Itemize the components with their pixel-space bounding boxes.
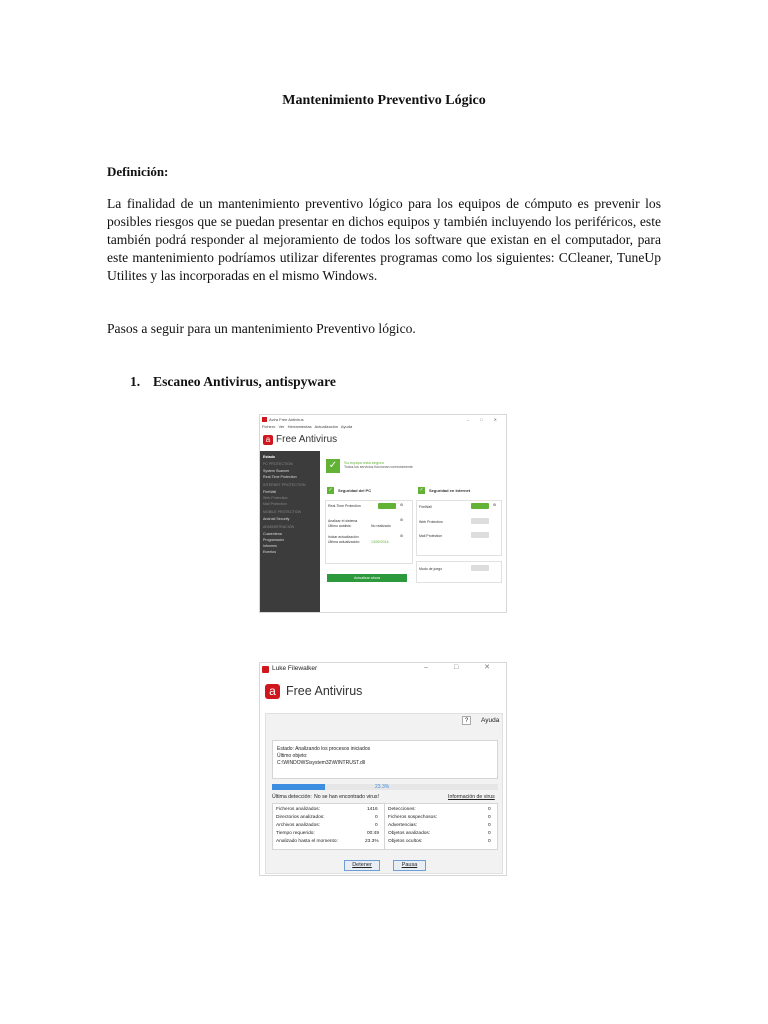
game-mode-toggle[interactable]: [471, 565, 489, 571]
scan-stats-box: [272, 803, 498, 850]
window-title: Avira Free Antivirus: [269, 417, 304, 422]
step-1-heading: Escaneo Antivirus, antispyware: [153, 374, 336, 389]
avira-logo-icon: [262, 417, 267, 422]
pc-security-box: [325, 500, 413, 564]
stat-label: Ficheros analizados:: [276, 807, 320, 812]
last-scan-label: Último análisis:: [328, 524, 352, 528]
avira-logo-icon: a: [263, 435, 273, 445]
help-link[interactable]: Ayuda: [481, 717, 500, 724]
firewall-label: FireWall: [419, 505, 432, 509]
gear-icon[interactable]: ⚙: [400, 534, 404, 538]
web-protection-label: Web Protection: [419, 520, 443, 524]
gear-icon[interactable]: ⚙: [493, 503, 497, 507]
stat-label: Tiempo requerido:: [276, 831, 315, 836]
pause-button[interactable]: Pausa: [393, 860, 426, 871]
sidebar-item[interactable]: Estado: [263, 455, 275, 459]
stat-value: 00:49: [367, 831, 380, 836]
sidebar-section: INTERNET PROTECTION: [263, 483, 306, 487]
stat-value: 0: [375, 823, 378, 828]
main-panel: [321, 451, 507, 613]
last-update-label: Última actualización:: [328, 540, 361, 544]
window-title: Luke Filewalker: [272, 665, 318, 672]
stat-value: 23.3%: [365, 839, 379, 844]
realtime-toggle[interactable]: [378, 503, 396, 509]
stat-label: Directorios analizados:: [276, 815, 325, 820]
stat-value: 0: [488, 831, 491, 836]
stat-label: Advertencias:: [388, 823, 418, 828]
scan-status-text: Estado: Analizando los procesos iniciados: [277, 746, 371, 752]
last-scan-value: No realizado: [371, 524, 391, 528]
stat-label: Archivos analizados:: [276, 823, 320, 828]
avira-logo-icon: a: [265, 684, 280, 699]
stat-value: 0: [488, 815, 491, 820]
internet-security-heading: Seguridad en Internet: [429, 488, 471, 493]
stat-value: 0: [375, 815, 378, 820]
sidebar-item[interactable]: Informes: [263, 544, 277, 548]
last-detection-label: Última detección:: [272, 794, 312, 800]
status-title: Su equipo está seguro: [344, 460, 385, 465]
scan-system-link[interactable]: Analizar el sistema: [328, 519, 358, 523]
sidebar-item[interactable]: Android Security: [263, 517, 290, 521]
update-now-button[interactable]: Actualizar ahora: [327, 574, 407, 582]
check-icon: ✓: [419, 487, 424, 493]
menu-bar[interactable]: Fichero Ver Herramientas Actualización Ayuda: [262, 424, 353, 429]
sidebar-item[interactable]: Web Protection: [263, 496, 288, 500]
virus-info-link[interactable]: Información de virus: [448, 794, 495, 800]
sidebar-section: MOBILE PROTECTION: [263, 510, 302, 514]
scan-status-box: [272, 740, 498, 779]
pc-security-heading: Seguridad del PC: [338, 488, 372, 493]
window-controls[interactable]: – □ ✕: [466, 417, 502, 422]
window-titlebar: [260, 415, 506, 424]
last-object-value: C:\WINDOWS\system32\WINTRUST.dll: [277, 760, 366, 766]
check-icon: ✓: [328, 487, 333, 493]
status-banner: [324, 457, 504, 479]
column-divider: [384, 804, 385, 849]
mail-protection-label: Mail Protection: [419, 534, 443, 538]
stat-label: Objetos ocultos:: [388, 839, 423, 844]
firewall-toggle[interactable]: [471, 503, 489, 509]
game-mode-box: [416, 561, 502, 583]
brand-name: Free Antivirus: [276, 434, 338, 445]
definition-heading: Definición:: [107, 164, 169, 179]
definition-paragraph: La finalidad de un mantenimiento preventivo lógico para los equipos de cómputo es prevenir los posibles riesgos que se puedan presentar en dichos equipos y también incluyendo los periféricos, este también podrá responder al mejoramiento de todos los software que existan en el computador, para este mantenimiento podríamos utilizar diferentes programas como los siguientes: CCleaner, TuneUp Utilites y las incorporadas en el mismo Windows.: [107, 196, 661, 283]
sidebar-item[interactable]: Real-Time Protection: [263, 475, 297, 479]
game-mode-label: Modo de juego: [419, 567, 443, 571]
stat-value: 1416: [367, 807, 378, 812]
help-icon[interactable]: ?: [462, 716, 471, 725]
steps-intro: Pasos a seguir para un mantenimiento Preventivo lógico.: [107, 321, 416, 336]
mail-protection-toggle[interactable]: [471, 532, 489, 538]
sidebar-item[interactable]: Programador: [263, 538, 284, 542]
stat-value: 0: [488, 823, 491, 828]
stat-value: 0: [488, 807, 491, 812]
stat-value: 0: [488, 839, 491, 844]
sidebar-item[interactable]: Eventos: [263, 550, 276, 554]
window-controls[interactable]: – □ ✕: [424, 664, 502, 671]
last-detection-value: No se han encontrado virus!: [314, 794, 379, 800]
sidebar-section: PC PROTECTION: [263, 462, 293, 466]
web-protection-toggle[interactable]: [471, 518, 489, 524]
avira-logo-icon: [262, 666, 269, 673]
step-1-number: 1.: [130, 374, 141, 389]
realtime-label: Real-Time Protection: [328, 504, 361, 508]
last-object-label: Último objeto:: [277, 753, 308, 759]
avira-main-screenshot: [259, 414, 507, 613]
stat-label: Objetos analizados:: [388, 831, 431, 836]
stop-button[interactable]: Detener: [344, 860, 380, 871]
scan-progress-label: 23.3%: [375, 784, 390, 790]
document-title: Mantenimiento Preventivo Lógico: [282, 93, 486, 108]
sidebar-item[interactable]: FireWall: [263, 490, 277, 494]
gear-icon[interactable]: ⚙: [400, 518, 404, 522]
update-link[interactable]: Iniciar actualización: [328, 535, 359, 539]
sidebar-section: ADMINISTRACIÓN: [263, 525, 295, 529]
sidebar-item[interactable]: Cuarentena: [263, 532, 282, 536]
status-subtitle: Todos los servicios funcionan correctamente: [344, 465, 413, 469]
sidebar-item[interactable]: Mail Protection: [263, 502, 287, 506]
last-update-value: 13/09/2016: [371, 540, 389, 544]
scan-window-screenshot: [259, 662, 507, 876]
stat-label: Detecciones:: [388, 807, 416, 812]
brand-name: Free Antivirus: [286, 684, 363, 698]
gear-icon[interactable]: ⚙: [400, 503, 404, 507]
sidebar: [260, 451, 320, 613]
check-icon: ✓: [326, 459, 340, 473]
scan-progress-fill: [272, 784, 325, 790]
stat-label: Ficheros sospechosos:: [388, 815, 438, 820]
sidebar-item[interactable]: System Scanner: [263, 469, 290, 473]
stat-label: Analizado hasta el momento:: [276, 839, 338, 844]
